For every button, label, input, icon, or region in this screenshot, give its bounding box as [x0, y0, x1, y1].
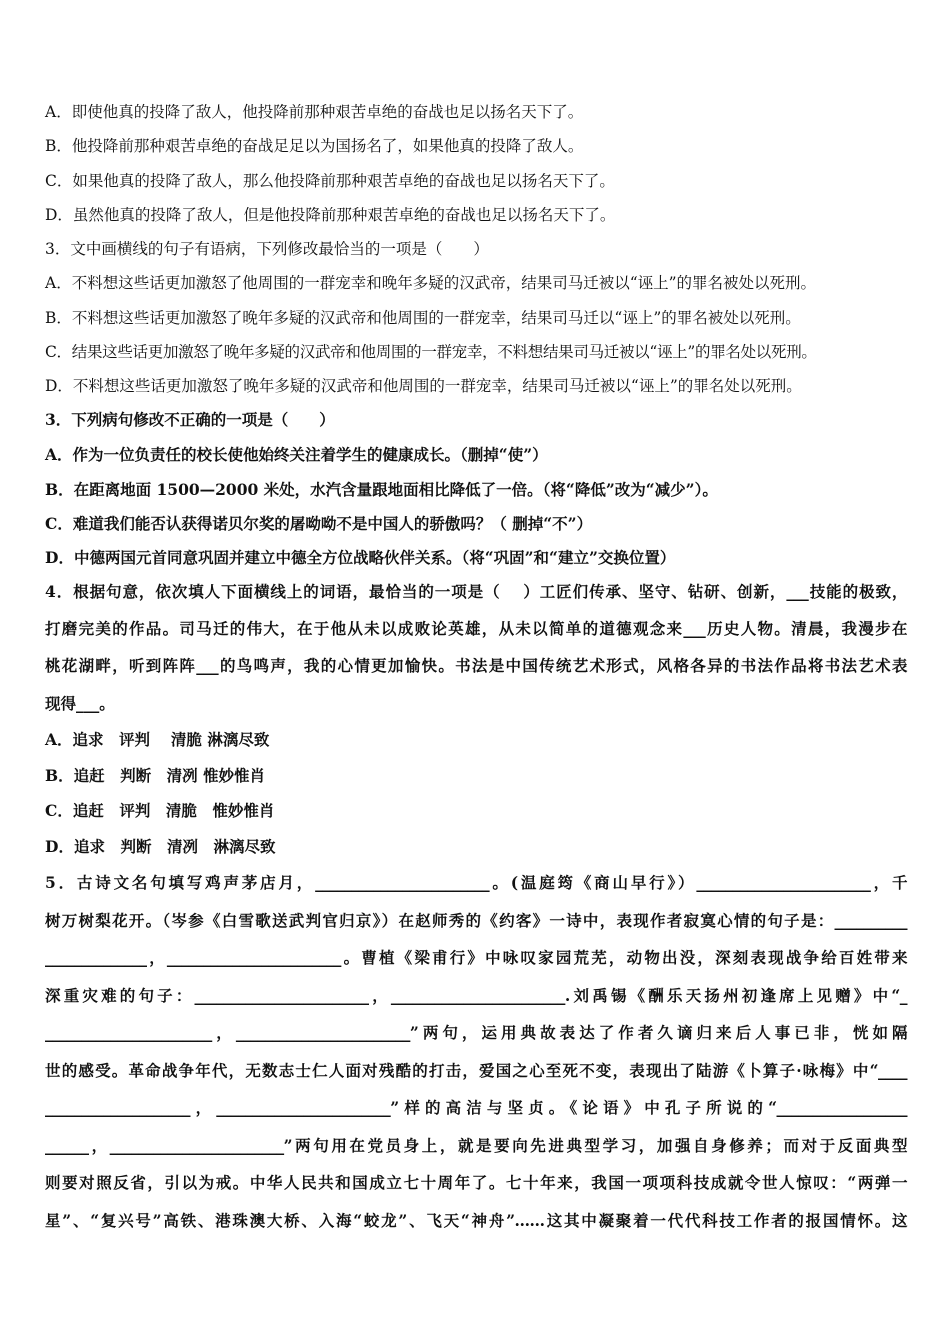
q3b-option-b: B．在距离地面 1500—2000 米处，水汽含量跟地面相比降低了一倍。（将“降低”改为“减少”）。: [45, 480, 718, 499]
q5-line-2: 树万树梨花开。（岑参《白雪歌送武判官归京》）在赵师秀的《约客》一诗中，表现作者寂寞心情的句子是：__________: [45, 911, 907, 930]
q3a-option-a: A．不料想这些话更加激怒了他周围的一群宠幸和晚年多疑的汉武帝，结果司马迁被以“诬上”的罪名被处以死刑。: [45, 274, 817, 292]
q4-option-d: D．追求 判断 清冽 淋漓尽致: [45, 837, 276, 856]
q3a-option-b: B．不料想这些话更加激怒了晚年多疑的汉武帝和他周围的一群宠幸，结果司马迁以“诬上”的罪名被处以死刑。: [45, 309, 801, 327]
q3b-option-c: C．难道我们能否认获得诺贝尔奖的屠呦呦不是中国人的骄傲吗？（ 删掉“不”）: [45, 514, 593, 533]
q5-line-6: 世的感受。革命战争年代，无数志士仁人面对残酷的打击，爱国之心至死不变，表现出了陆游《卜算子·咏梅》中“____: [45, 1061, 907, 1080]
q5-line-7: ____________________，________________________”样的高洁与坚贞。《论语》中孔子所说的“__________________: [45, 1098, 907, 1117]
q3a-option-c: C．结果这些话更加激怒了晚年多疑的汉武帝和他周围的一群宠幸，不料想结果司马迁被以“诬上”的罪名处以死刑。: [45, 343, 817, 361]
q3b-option-d: D．中德两国元首同意巩固并建立中德全方位战略伙伴关系。（将“巩固”和“建立”交换位置）: [45, 548, 676, 567]
q5-line-4: 深重灾难的句子：________________________，________________________.刘禹锡《酬乐天扬州初逢席上见赠》中“_: [45, 986, 907, 1005]
q3a-option-d: D．不料想这些话更加激怒了晚年多疑的汉武帝和他周围的一群宠幸，结果司马迁被以“诬上”的罪名处以死刑。: [45, 377, 802, 395]
q5-line-9: 则要对照反省，引以为戒。中华人民共和国成立七十周年了。七十年来，我国一项项科技成就令世人惊叹：“两弹一: [45, 1173, 907, 1192]
q5-line-10: 星”、“复兴号”高铁、港珠澳大桥、入海“蛟龙”、飞天“神舟”……这其中凝聚着一代代科技工作者的报国情怀。这: [45, 1211, 907, 1230]
q4-option-c: C．追赶 评判 清脆 惟妙惟肖: [45, 801, 275, 820]
q4-line-2: 打磨完美的作品。司马迁的伟大，在于他从未以成败论英雄，从未以简单的道德观念来___历史人物。清晨，我漫步在: [45, 619, 907, 638]
q2-option-c: C．如果他真的投降了敌人，那么他投降前那种艰苦卓绝的奋战也足以扬名天下了。: [45, 172, 615, 190]
q4-option-a: A．追求 评判 清脆 淋漓尽致: [45, 730, 270, 749]
q5-line-1: 5．古诗文名句填写鸡声茅店月，________________________。(温庭筠《商山早行》）________________________，千: [45, 873, 907, 892]
q2-option-d: D．虽然他真的投降了敌人，但是他投降前那种艰苦卓绝的奋战也足以扬名天下了。: [45, 206, 616, 224]
q3b-stem: 3．下列病句修改不正确的一项是（ ）: [45, 410, 335, 429]
q4-line-1: 4．根据句意，依次填人下面横线上的词语，最恰当的一项是（ ）工匠们传承、坚守、钻研、创新，___技能的极致，: [45, 582, 907, 601]
q5-line-3: ______________，________________________。曹植《梁甫行》中咏叹家园荒芜，动物出没，深刻表现战争给百姓带来: [45, 948, 907, 967]
q5-line-5: _______________________，________________________”两句，运用典故表达了作者久谪归来后人事已非，恍如隔: [45, 1023, 907, 1042]
q4-line-4: 现得___。: [45, 694, 115, 713]
q5-line-8: ______，________________________”两句用在党员身上，就是要向先进典型学习，加强自身修养；而对于反面典型: [45, 1136, 907, 1155]
q3b-option-a: A．作为一位负责任的校长使他始终关注着学生的健康成长。（删掉“使”）: [45, 445, 548, 464]
q2-option-a: A．即使他真的投降了敌人，他投降前那种艰苦卓绝的奋战也足以扬名天下了。: [45, 103, 584, 121]
q2-option-b: B．他投降前那种艰苦卓绝的奋战足足以为国扬名了，如果他真的投降了敌人。: [45, 137, 584, 155]
q3a-stem: 3．文中画横线的句子有语病，下列修改最恰当的一项是（ ）: [45, 240, 489, 258]
q4-line-3: 桃花湖畔，听到阵阵___的鸟鸣声，我的心情更加愉快。书法是中国传统艺术形式，风格各异的书法作品将书法艺术表: [45, 656, 907, 675]
q4-option-b: B．追赶 判断 清冽 惟妙惟肖: [45, 766, 265, 785]
